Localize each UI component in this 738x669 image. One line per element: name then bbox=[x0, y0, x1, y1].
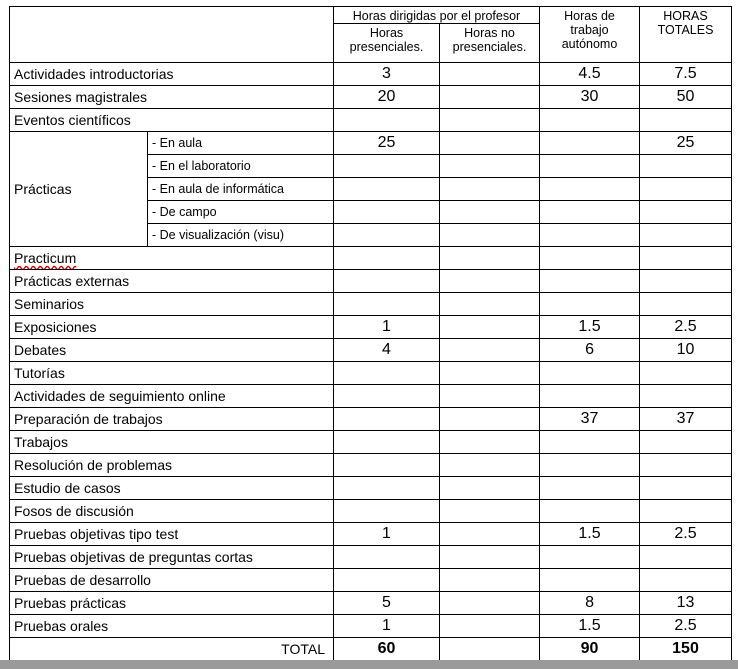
hours-total-cell: 13 bbox=[640, 592, 732, 615]
activity-label: Pruebas objetivas tipo test bbox=[10, 523, 334, 546]
hours-presenciales-cell: 1 bbox=[334, 615, 440, 638]
total-presenciales-cell: 60 bbox=[334, 638, 440, 661]
page-bottom-edge bbox=[0, 660, 738, 669]
hours-presenciales-cell: 5 bbox=[334, 592, 440, 615]
header-row-1 bbox=[10, 7, 732, 24]
table-row bbox=[10, 316, 732, 339]
hours-no-presenciales-cell bbox=[440, 362, 540, 385]
hours-no-presenciales-cell bbox=[440, 454, 540, 477]
hours-autonomo-cell: 30 bbox=[540, 86, 640, 109]
practicum-text: Practicum bbox=[14, 250, 77, 266]
activity-label: Sesiones magistrales bbox=[10, 86, 334, 109]
hours-autonomo-cell: 6 bbox=[540, 339, 640, 362]
hours-autonomo-cell bbox=[540, 546, 640, 569]
table-row bbox=[10, 247, 732, 270]
table-row bbox=[10, 86, 732, 109]
hours-presenciales-cell bbox=[334, 201, 440, 224]
table-row bbox=[10, 362, 732, 385]
hours-no-presenciales-cell bbox=[440, 132, 540, 155]
hours-autonomo-cell bbox=[540, 201, 640, 224]
hours-presenciales-cell bbox=[334, 293, 440, 316]
practicas-sub-label: - En aula bbox=[148, 132, 334, 155]
table-row bbox=[10, 385, 732, 408]
hours-total-cell bbox=[640, 500, 732, 523]
hours-total-cell: 7.5 bbox=[640, 63, 732, 86]
practicas-sub-label: - De visualización (visu) bbox=[148, 224, 334, 247]
hours-no-presenciales-cell bbox=[440, 615, 540, 638]
activity-label: Pruebas de desarrollo bbox=[10, 569, 334, 592]
total-row bbox=[10, 638, 732, 661]
activity-label: Trabajos bbox=[10, 431, 334, 454]
hours-total-cell: 10 bbox=[640, 339, 732, 362]
total-autonomo-cell: 90 bbox=[540, 638, 640, 661]
hours-presenciales-cell bbox=[334, 546, 440, 569]
hours-table bbox=[9, 6, 732, 661]
hours-total-cell bbox=[640, 362, 732, 385]
hours-total-cell bbox=[640, 247, 732, 270]
hours-presenciales-cell bbox=[334, 362, 440, 385]
table-row bbox=[10, 454, 732, 477]
activity-label: Debates bbox=[10, 339, 334, 362]
hours-no-presenciales-cell bbox=[440, 339, 540, 362]
hours-no-presenciales-cell bbox=[440, 523, 540, 546]
hours-presenciales-cell: 20 bbox=[334, 86, 440, 109]
hours-presenciales-cell bbox=[334, 500, 440, 523]
hours-no-presenciales-cell bbox=[440, 109, 540, 132]
total-total-cell: 150 bbox=[640, 638, 732, 661]
table-row bbox=[10, 132, 732, 155]
header-blank bbox=[10, 7, 334, 63]
table-row bbox=[10, 523, 732, 546]
hours-presenciales-cell: 1 bbox=[334, 316, 440, 339]
practicas-label: Prácticas bbox=[10, 132, 148, 247]
hours-autonomo-cell bbox=[540, 500, 640, 523]
hours-total-cell bbox=[640, 155, 732, 178]
header-presenciales: Horas presenciales. bbox=[334, 24, 440, 63]
hours-total-cell bbox=[640, 270, 732, 293]
activity-label bbox=[10, 247, 334, 270]
header-no-presenciales: Horas no presenciales. bbox=[440, 24, 540, 63]
hours-no-presenciales-cell bbox=[440, 500, 540, 523]
hours-total-cell: 50 bbox=[640, 86, 732, 109]
hours-autonomo-cell: 4.5 bbox=[540, 63, 640, 86]
activity-label: Pruebas orales bbox=[10, 615, 334, 638]
hours-presenciales-cell bbox=[334, 431, 440, 454]
activity-label: Seminarios bbox=[10, 293, 334, 316]
hours-no-presenciales-cell bbox=[440, 270, 540, 293]
hours-no-presenciales-cell bbox=[440, 86, 540, 109]
hours-presenciales-cell bbox=[334, 477, 440, 500]
hours-no-presenciales-cell bbox=[440, 155, 540, 178]
hours-no-presenciales-cell bbox=[440, 247, 540, 270]
total-label: TOTAL bbox=[10, 638, 334, 661]
hours-autonomo-cell bbox=[540, 224, 640, 247]
table-row bbox=[10, 546, 732, 569]
table-row bbox=[10, 615, 732, 638]
activity-label: Fosos de discusión bbox=[10, 500, 334, 523]
hours-no-presenciales-cell bbox=[440, 201, 540, 224]
table-row bbox=[10, 293, 732, 316]
hours-no-presenciales-cell bbox=[440, 592, 540, 615]
hours-total-cell bbox=[640, 431, 732, 454]
hours-autonomo-cell bbox=[540, 132, 640, 155]
hours-presenciales-cell: 4 bbox=[334, 339, 440, 362]
total-no-presenciales-cell bbox=[440, 638, 540, 661]
hours-total-cell: 25 bbox=[640, 132, 732, 155]
header-autonomo: Horas de trabajo autónomo bbox=[540, 7, 640, 63]
hours-total-cell bbox=[640, 293, 732, 316]
table-row bbox=[10, 270, 732, 293]
hours-presenciales-cell: 3 bbox=[334, 63, 440, 86]
hours-presenciales-cell bbox=[334, 385, 440, 408]
hours-autonomo-cell bbox=[540, 454, 640, 477]
hours-total-cell bbox=[640, 385, 732, 408]
header-professor-group: Horas dirigidas por el profesor bbox=[334, 7, 540, 24]
hours-autonomo-cell bbox=[540, 178, 640, 201]
hours-total-cell bbox=[640, 224, 732, 247]
activity-label: Exposiciones bbox=[10, 316, 334, 339]
activity-label: Estudio de casos bbox=[10, 477, 334, 500]
practicas-sub-label: - De campo bbox=[148, 201, 334, 224]
practicas-sub-label: - En el laboratorio bbox=[148, 155, 334, 178]
hours-total-cell bbox=[640, 454, 732, 477]
hours-presenciales-cell bbox=[334, 155, 440, 178]
table-row bbox=[10, 63, 732, 86]
hours-presenciales-cell: 25 bbox=[334, 132, 440, 155]
activity-label: Resolución de problemas bbox=[10, 454, 334, 477]
hours-total-cell bbox=[640, 546, 732, 569]
activity-label: Actividades de seguimiento online bbox=[10, 385, 334, 408]
hours-autonomo-cell bbox=[540, 477, 640, 500]
hours-no-presenciales-cell bbox=[440, 385, 540, 408]
hours-total-cell bbox=[640, 569, 732, 592]
hours-total-cell bbox=[640, 477, 732, 500]
hours-presenciales-cell bbox=[334, 408, 440, 431]
hours-no-presenciales-cell bbox=[440, 316, 540, 339]
table-row bbox=[10, 569, 732, 592]
activity-label: Pruebas objetivas de preguntas cortas bbox=[10, 546, 334, 569]
activity-label: Tutorías bbox=[10, 362, 334, 385]
hours-no-presenciales-cell bbox=[440, 569, 540, 592]
table-row bbox=[10, 477, 732, 500]
hours-no-presenciales-cell bbox=[440, 477, 540, 500]
hours-no-presenciales-cell bbox=[440, 178, 540, 201]
hours-autonomo-cell bbox=[540, 569, 640, 592]
table-row bbox=[10, 592, 732, 615]
hours-autonomo-cell: 8 bbox=[540, 592, 640, 615]
hours-total-cell: 2.5 bbox=[640, 615, 732, 638]
hours-autonomo-cell bbox=[540, 247, 640, 270]
hours-presenciales-cell bbox=[334, 454, 440, 477]
hours-autonomo-cell: 1.5 bbox=[540, 523, 640, 546]
hours-total-cell: 37 bbox=[640, 408, 732, 431]
hours-presenciales-cell bbox=[334, 270, 440, 293]
activity-label: Actividades introductorias bbox=[10, 63, 334, 86]
hours-autonomo-cell bbox=[540, 270, 640, 293]
hours-presenciales-cell: 1 bbox=[334, 523, 440, 546]
hours-autonomo-cell bbox=[540, 362, 640, 385]
hours-autonomo-cell: 1.5 bbox=[540, 615, 640, 638]
hours-no-presenciales-cell bbox=[440, 408, 540, 431]
header-totales: HORAS TOTALES bbox=[640, 7, 732, 63]
hours-no-presenciales-cell bbox=[440, 431, 540, 454]
table-row bbox=[10, 339, 732, 362]
hours-autonomo-cell: 1.5 bbox=[540, 316, 640, 339]
hours-presenciales-cell bbox=[334, 224, 440, 247]
table-row bbox=[10, 408, 732, 431]
practicas-sub-label: - En aula de informática bbox=[148, 178, 334, 201]
table-row bbox=[10, 500, 732, 523]
hours-total-cell bbox=[640, 109, 732, 132]
activity-label: Preparación de trabajos bbox=[10, 408, 334, 431]
hours-presenciales-cell bbox=[334, 569, 440, 592]
hours-no-presenciales-cell bbox=[440, 293, 540, 316]
activity-label: Eventos científicos bbox=[10, 109, 334, 132]
hours-total-cell bbox=[640, 201, 732, 224]
hours-no-presenciales-cell bbox=[440, 224, 540, 247]
hours-autonomo-cell bbox=[540, 155, 640, 178]
table-row bbox=[10, 431, 732, 454]
hours-autonomo-cell bbox=[540, 431, 640, 454]
activity-label: Prácticas externas bbox=[10, 270, 334, 293]
hours-autonomo-cell: 37 bbox=[540, 408, 640, 431]
hours-presenciales-cell bbox=[334, 247, 440, 270]
table-row bbox=[10, 109, 732, 132]
hours-no-presenciales-cell bbox=[440, 546, 540, 569]
hours-total-cell bbox=[640, 178, 732, 201]
hours-no-presenciales-cell bbox=[440, 63, 540, 86]
hours-presenciales-cell bbox=[334, 178, 440, 201]
hours-autonomo-cell bbox=[540, 385, 640, 408]
hours-presenciales-cell bbox=[334, 109, 440, 132]
activity-label: Pruebas prácticas bbox=[10, 592, 334, 615]
hours-autonomo-cell bbox=[540, 293, 640, 316]
hours-total-cell: 2.5 bbox=[640, 316, 732, 339]
hours-autonomo-cell bbox=[540, 109, 640, 132]
hours-total-cell: 2.5 bbox=[640, 523, 732, 546]
